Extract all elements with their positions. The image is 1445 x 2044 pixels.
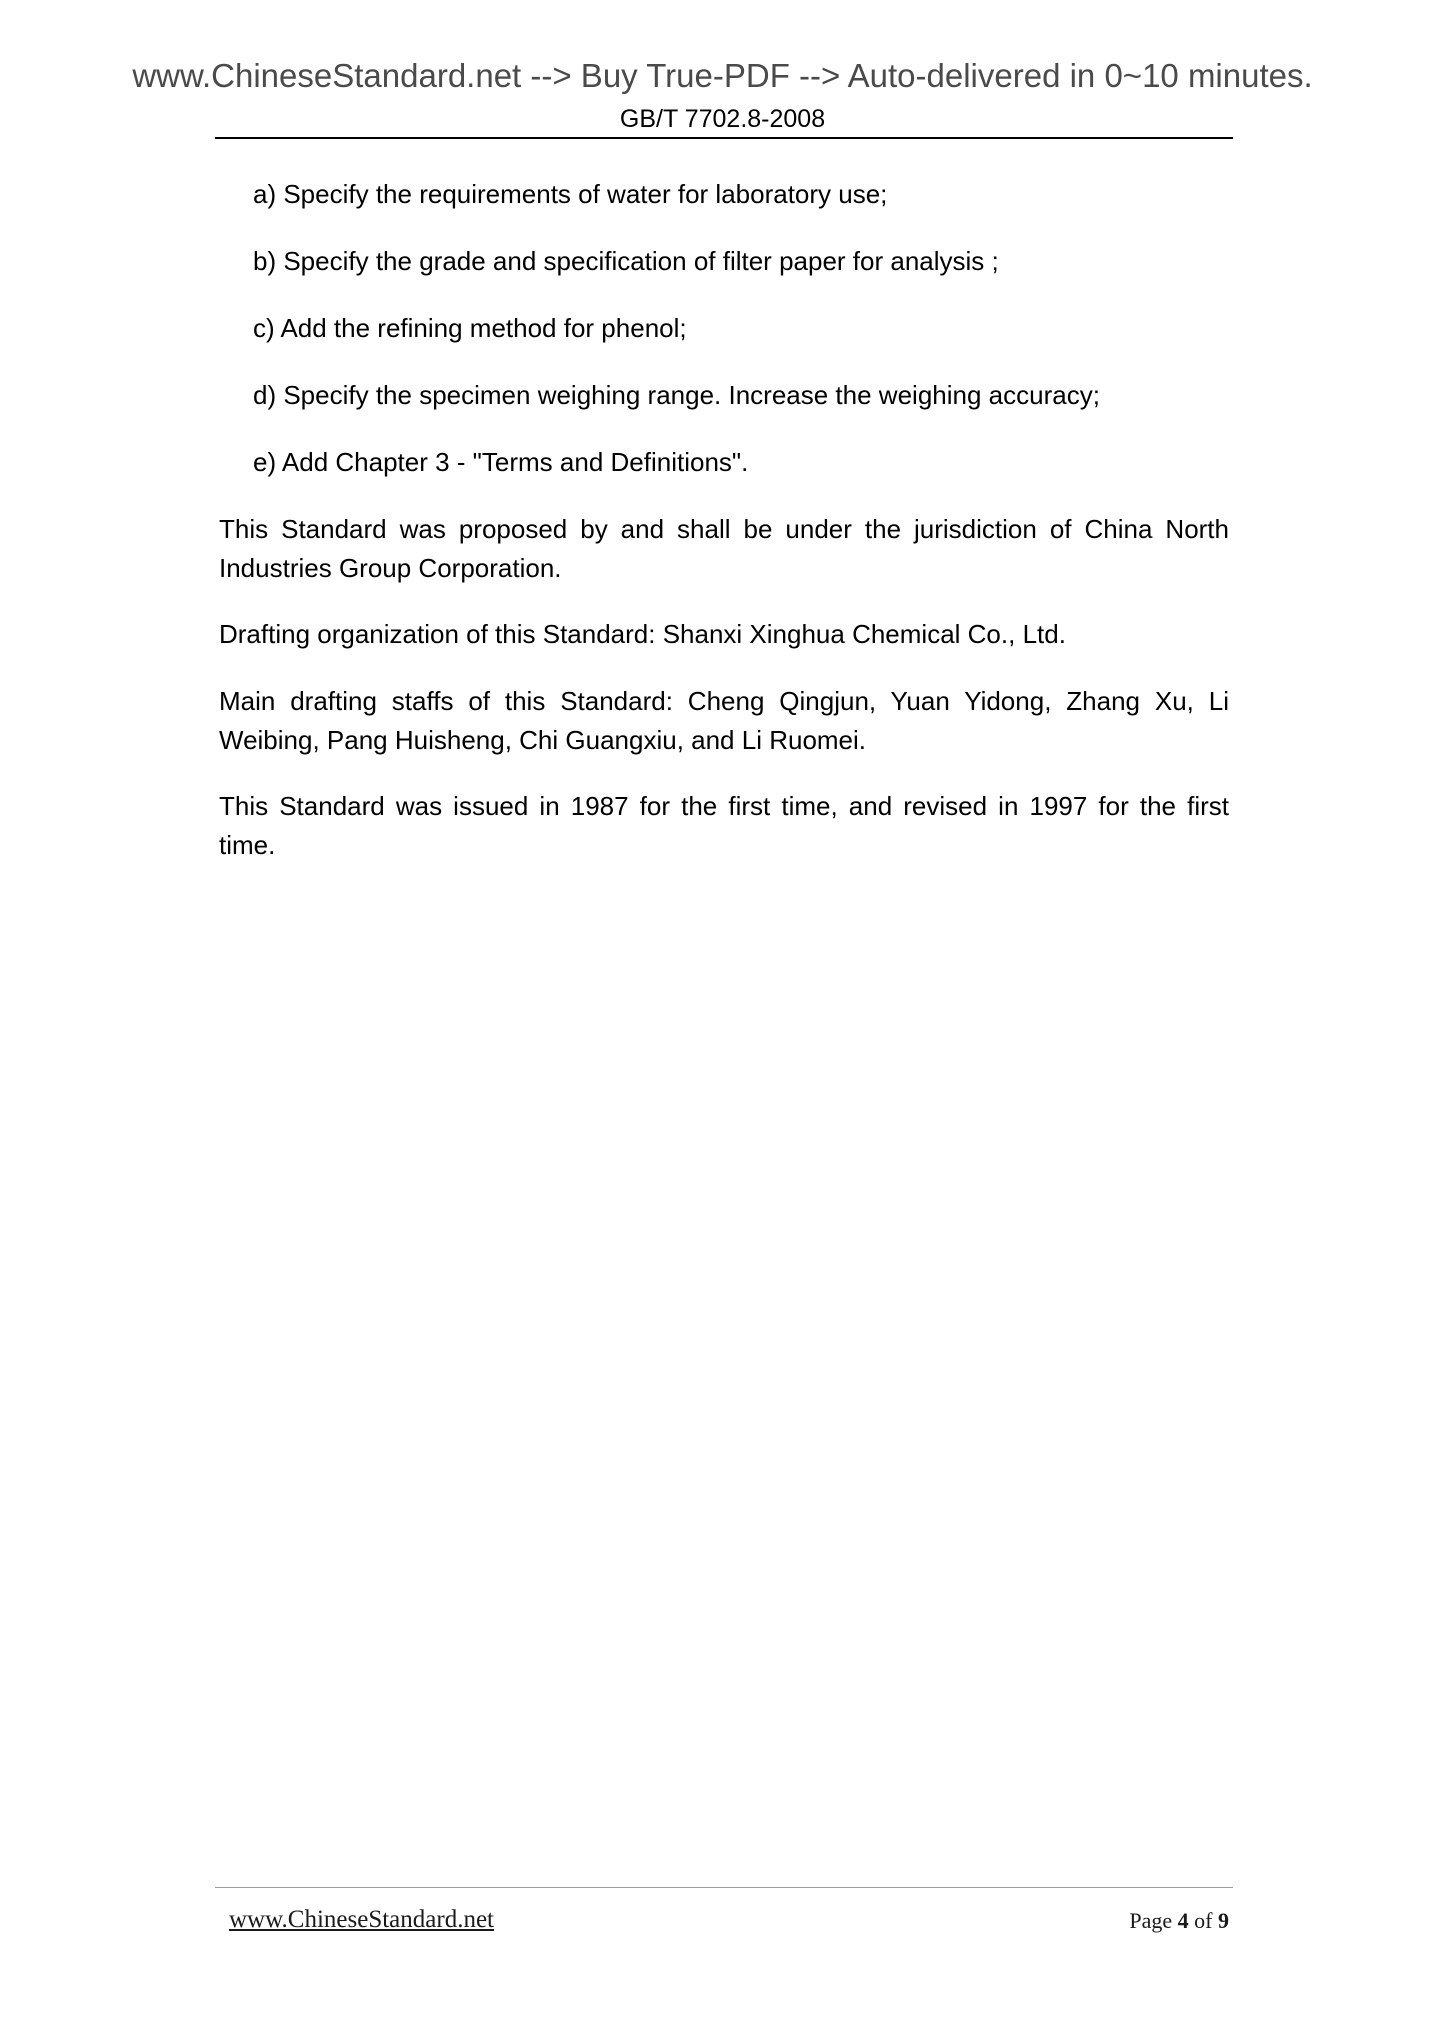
drafting-organization-paragraph (219, 615, 1229, 654)
page-total: 9 (1218, 1908, 1229, 1933)
header-divider (215, 137, 1233, 139)
paragraph-text: This Standard was issued in 1987 for the first time, and revised in 1997 for the first time. (219, 791, 1229, 860)
page-current: 4 (1177, 1908, 1189, 1933)
paragraph-text: This Standard was proposed by and shall be under the jurisdiction of China North Industries Group Corporation. (219, 514, 1229, 583)
list-item: b) Specify the grade and specification of filter paper for analysis ; (253, 246, 999, 276)
page-separator: of (1194, 1908, 1213, 1933)
issue-history-paragraph (219, 787, 1229, 865)
list-item: e) Add Chapter 3 - "Terms and Definitions". (253, 447, 749, 477)
list-item: d) Specify the specimen weighing range. Increase the weighing accuracy; (253, 380, 1100, 410)
site-banner: www.ChineseStandard.net --> Buy True-PDF --> Auto-delivered in 0~10 minutes. (132, 57, 1313, 94)
paragraph-text: Drafting organization of this Standard: Shanxi Xinghua Chemical Co., Ltd. (219, 619, 1066, 649)
standard-code: GB/T 7702.8-2008 (619, 105, 826, 133)
paragraph-text: Main drafting staffs of this Standard: Cheng Qingjun, Yuan Yidong, Zhang Xu, Li Weibing, Pang Huisheng, Chi Guangxiu, and Li Ruomei. (219, 686, 1229, 755)
drafting-staff-paragraph (219, 682, 1229, 760)
page-indicator (1129, 1908, 1229, 1934)
list-item: c) Add the refining method for phenol; (253, 313, 687, 343)
jurisdiction-paragraph (219, 510, 1229, 588)
footer-site-link[interactable]: www.ChineseStandard.net (229, 1906, 494, 1933)
page-prefix: Page (1129, 1908, 1173, 1933)
footer-divider (215, 1887, 1233, 1888)
list-item: a) Specify the requirements of water for laboratory use; (253, 179, 888, 209)
